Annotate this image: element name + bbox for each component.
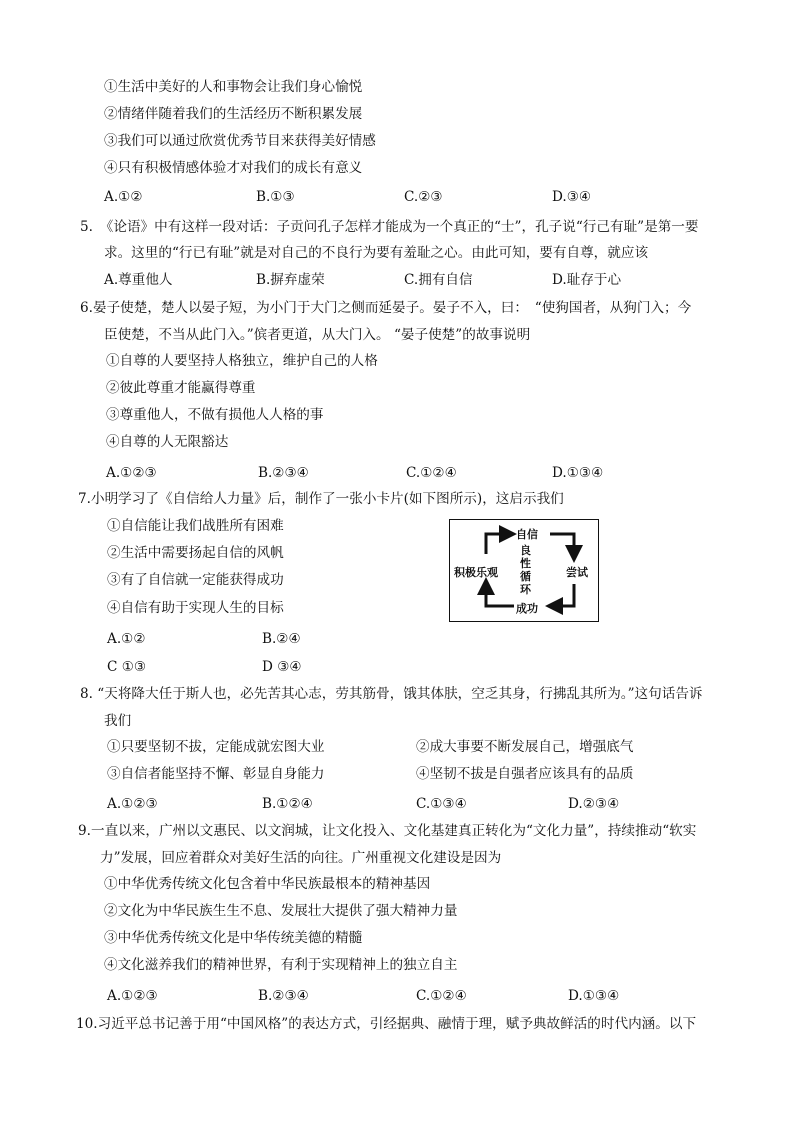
q5-option-d: D.耻存于心 — [552, 272, 622, 288]
arrow-to-success — [554, 584, 574, 606]
q9-option-c: C.①②④ — [416, 988, 467, 1004]
q4-item-2: ②情绪伴随着我们的生活经历不断积累发展 — [104, 106, 363, 122]
q9-option-d: D.①③④ — [568, 988, 620, 1004]
q6-option-d: D.①③④ — [552, 465, 604, 481]
q9-item-1: ①中华优秀传统文化包含着中华民族最根本的精神基因 — [104, 876, 431, 892]
card-label-success: 成功 — [516, 602, 538, 615]
q7-item-4: ④自信有助于实现人生的目标 — [107, 600, 284, 616]
q8-item-4: ④坚韧不拔是自强者应该具有的品质 — [416, 766, 634, 782]
q8-item-3: ③自信者能坚持不懈、彰显自身能力 — [107, 766, 325, 782]
arrow-to-optimism — [486, 586, 514, 606]
q8-option-a: A.①②③ — [107, 796, 158, 812]
q5-option-c: C.拥有自信 — [404, 272, 473, 288]
q6-stem-line-1: 6.晏子使楚，楚人以晏子短，为小门于大门之侧而延晏子。晏子不入，曰： “使狗国者，从狗门入；今 — [80, 300, 692, 316]
q7-item-2: ②生活中需要扬起自信的风帆 — [107, 545, 284, 561]
card-center-2: 性 — [520, 557, 531, 570]
q9-item-3: ③中华优秀传统文化是中华传统美德的精髓 — [104, 930, 363, 946]
q9-option-b: B.②③④ — [258, 988, 309, 1004]
q9-item-2: ②文化为中华民族生生不息、发展壮大提供了强大精神力量 — [104, 903, 458, 919]
q9-stem-line-2: 力”发展，回应着群众对美好生活的向往。广州重视文化建设是因为 — [100, 850, 502, 866]
q6-stem-line-2: 臣使楚，不当从此门入。”傧者更道，从大门入。 “晏子使楚”的故事说明 — [104, 327, 531, 343]
q8-option-c: C.①③④ — [416, 796, 467, 812]
q4-item-3: ③我们可以通过欣赏优秀节目来获得美好情感 — [104, 133, 376, 149]
q5-option-b: B.摒弃虚荣 — [256, 272, 325, 288]
card-label-optimism: 积极乐观 — [454, 566, 498, 579]
q7-option-c: C ①③ — [107, 659, 147, 675]
q4-option-a: A.①② — [104, 189, 143, 205]
q8-item-1: ①只要坚韧不拔，定能成就宏图大业 — [107, 739, 325, 755]
q4-option-c: C.②③ — [404, 189, 443, 205]
q6-item-4: ④自尊的人无限豁达 — [106, 434, 229, 450]
q8-item-2: ②成大事要不断发展自己，增强底气 — [416, 739, 634, 755]
q6-option-c: C.①②④ — [406, 465, 457, 481]
q8-stem-line-1: 8. “天将降大任于斯人也，必先苦其心志，劳其筋骨，饿其体肤，空乏其身，行拂乱其所为。”这句话告诉 — [80, 686, 703, 702]
q7-item-3: ③有了自信就一定能获得成功 — [107, 572, 284, 588]
q10-stem-line-1: 10.习近平总书记善于用“中国风格”的表达方式，引经据典、融情于理，赋予典故鲜活的时代内涵。以下 — [76, 1016, 697, 1032]
card-center-4: 环 — [520, 583, 531, 596]
q6-item-1: ①自尊的人要坚持人格独立，维护自己的人格 — [106, 353, 378, 369]
card-center-3: 循 — [520, 570, 531, 583]
q5-stem-line-2: 求。这里的“行已有耻”就是对自己的不良行为要有羞耻之心。由此可知，要有自尊，就应该 — [104, 245, 649, 261]
q4-option-d: D.③④ — [552, 189, 592, 205]
arrow-to-try — [550, 534, 574, 554]
q6-option-b: B.②③④ — [258, 465, 309, 481]
q8-option-b: B.①②④ — [262, 796, 313, 812]
q7-stem-line-1: 7.小明学习了《自信给人力量》后，制作了一张小卡片(如下图所示)，这启示我们 — [78, 491, 564, 507]
q6-option-a: A.①②③ — [106, 465, 157, 481]
card-label-confidence: 自信 — [516, 528, 538, 541]
card-center-1: 良 — [520, 544, 531, 557]
q7-item-1: ①自信能让我们战胜所有困难 — [107, 518, 284, 534]
card-label-try: 尝试 — [566, 566, 588, 579]
q5-stem-line-1: 5. 《论语》中有这样一段对话：子贡问孔子怎样才能成为一个真正的“士”，孔子说“行己有耻”是第一要 — [80, 219, 699, 235]
q6-item-3: ③尊重他人，不做有损他人人格的事 — [106, 407, 324, 423]
q4-item-1: ①生活中美好的人和事物会让我们身心愉悦 — [104, 79, 363, 95]
q9-stem-line-1: 9.一直以来，广州以文惠民、以文润城，让文化投入、文化基建真正转化为“文化力量”，持续推动“软实 — [78, 823, 697, 839]
q7-option-d: D ③④ — [262, 659, 302, 675]
q8-option-d: D.②③④ — [568, 796, 620, 812]
confidence-cycle-card — [449, 519, 599, 622]
q5-option-a: A.尊重他人 — [104, 272, 173, 288]
arrow-to-confidence — [486, 534, 508, 554]
q9-item-4: ④文化滋养我们的精神世界，有利于实现精神上的独立自主 — [104, 957, 458, 973]
q7-option-b: B.②④ — [262, 631, 301, 647]
q7-option-a: A.①② — [107, 631, 146, 647]
q8-stem-line-2: 我们 — [104, 713, 132, 729]
q4-option-b: B.①③ — [256, 189, 295, 205]
q9-option-a: A.①②③ — [107, 988, 158, 1004]
q4-item-4: ④只有积极情感体验才对我们的成长有意义 — [104, 160, 363, 176]
q6-item-2: ②彼此尊重才能赢得尊重 — [106, 380, 256, 396]
